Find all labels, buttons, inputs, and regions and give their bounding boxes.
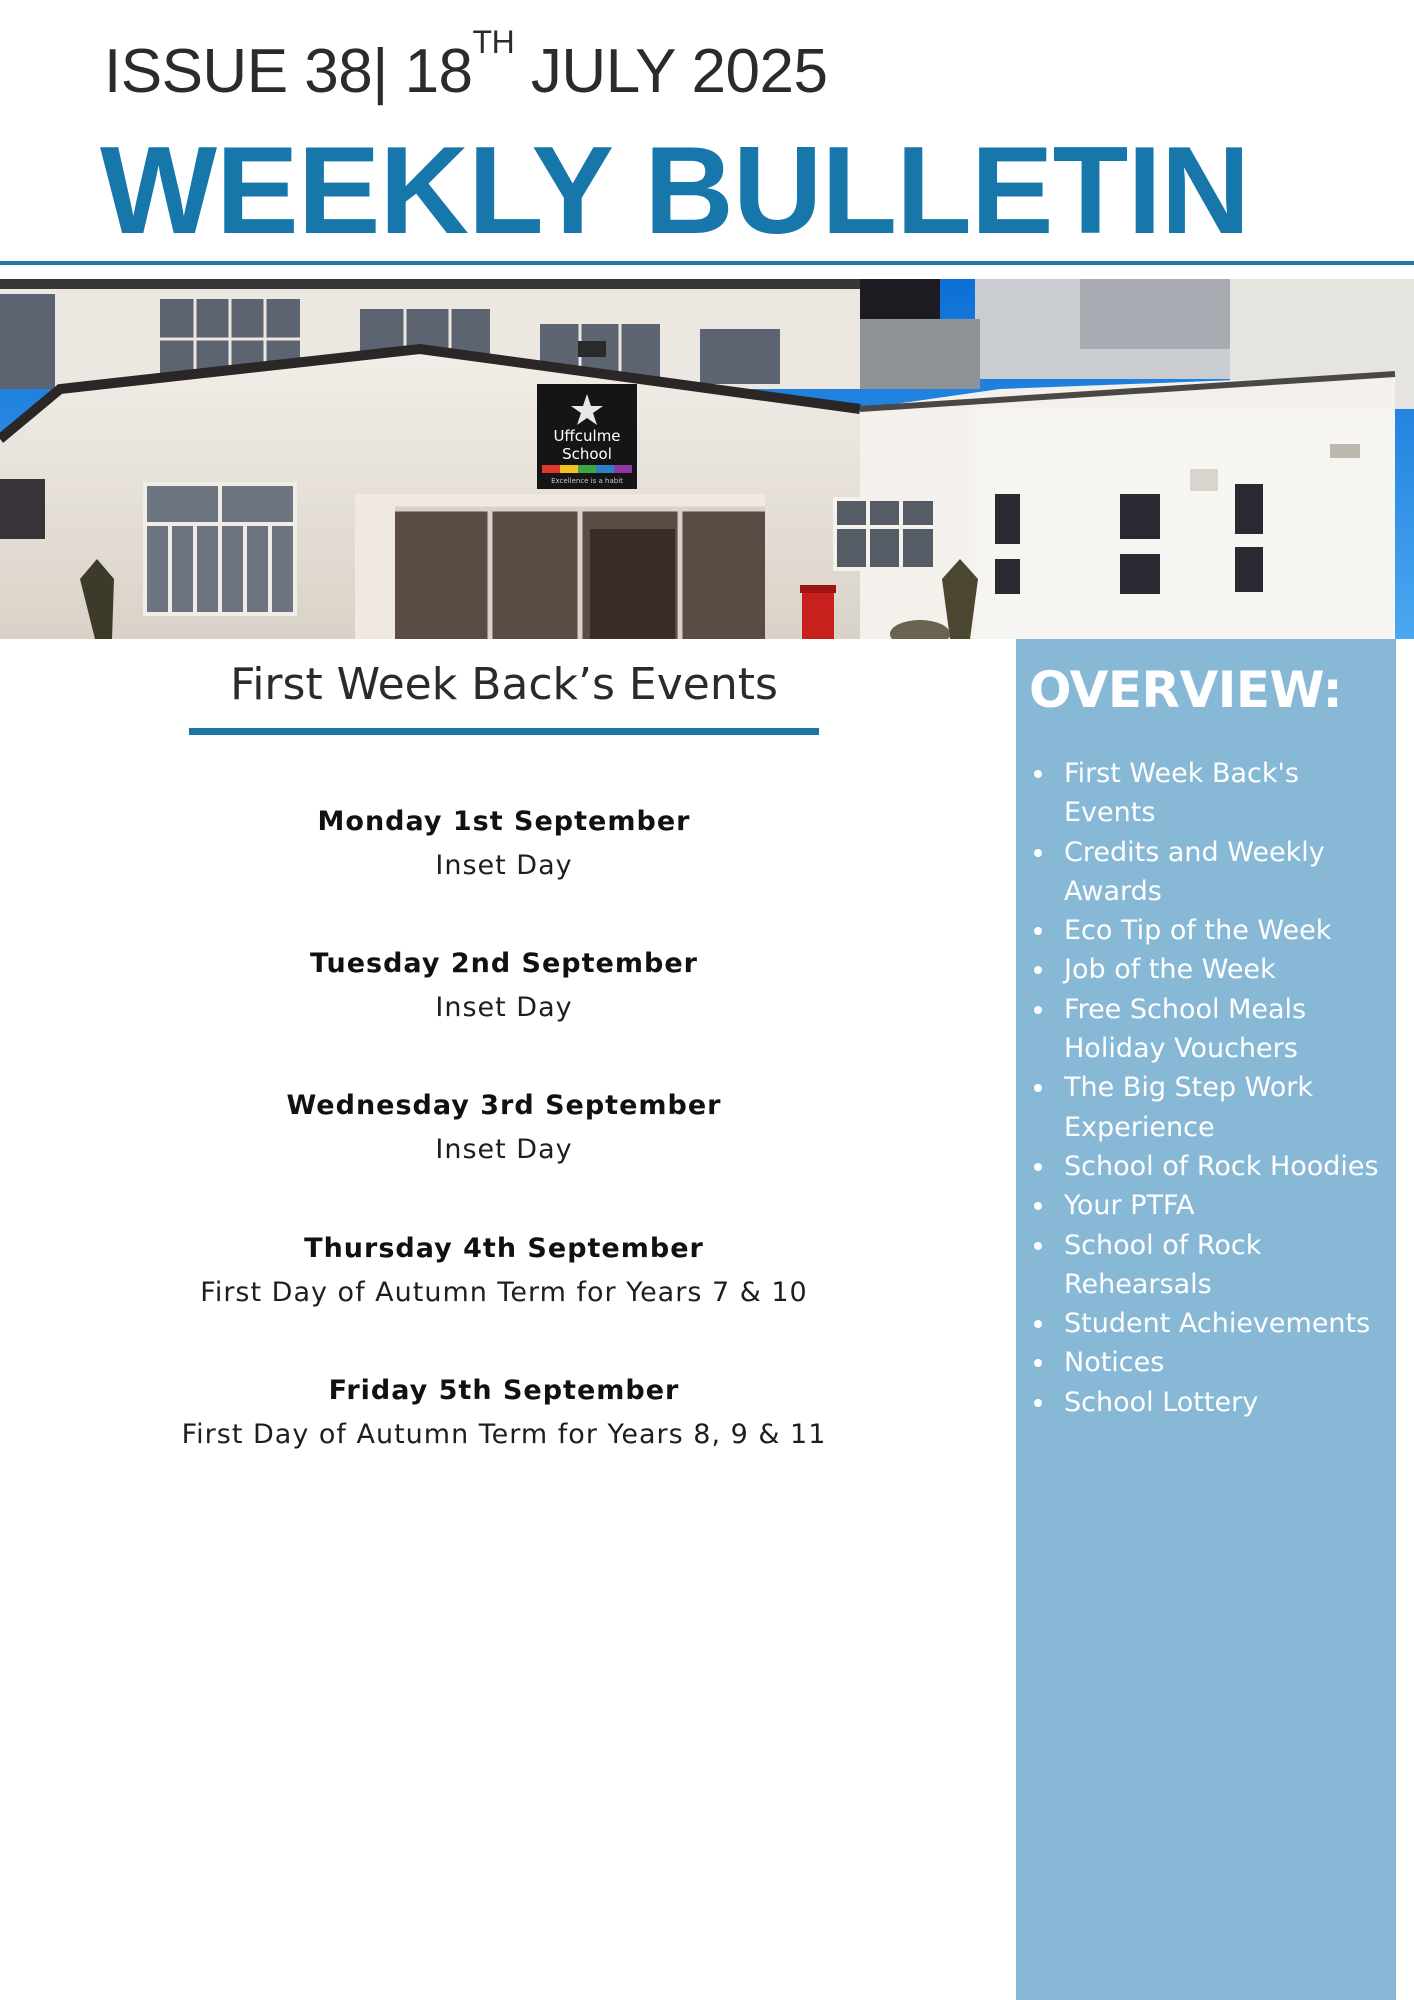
event-description: Inset Day: [435, 1134, 573, 1165]
event-item: [104, 1086, 904, 1174]
events-heading: First Week Back’s Events: [230, 659, 778, 710]
event-item: [104, 802, 904, 890]
event-item: [104, 944, 904, 1032]
overview-item: Notices: [1064, 1343, 1392, 1382]
overview-item: Eco Tip of the Week: [1064, 911, 1392, 950]
overview-item: School of Rock Rehearsals: [1064, 1226, 1392, 1305]
sign-name-line1: Uffculme: [553, 427, 621, 445]
event-date: Thursday 4th September: [304, 1233, 704, 1264]
issue-number: ISSUE 38| 18: [104, 37, 473, 106]
overview-item: Credits and Weekly Awards: [1064, 833, 1392, 912]
overview-title: OVERVIEW:: [1029, 661, 1343, 719]
event-date: Monday 1st September: [317, 806, 691, 837]
event-description: First Day of Autumn Term for Years 7 & 10: [200, 1277, 808, 1308]
event-description: First Day of Autumn Term for Years 8, 9 & 11: [181, 1419, 827, 1450]
issue-line: [104, 24, 828, 110]
sign-name-line2: School: [562, 445, 612, 463]
event-description: Inset Day: [435, 850, 573, 881]
event-item: [104, 1371, 904, 1459]
overview-item: Job of the Week: [1064, 950, 1392, 989]
issue-date-suffix: TH: [472, 24, 515, 60]
event-description: Inset Day: [435, 992, 573, 1023]
event-date: Tuesday 2nd September: [310, 948, 698, 979]
overview-item: Free School Meals Holiday Vouchers: [1064, 990, 1392, 1069]
overview-list: [1064, 754, 1392, 1422]
overview-item: School of Rock Hoodies: [1064, 1147, 1392, 1186]
overview-item: The Big Step Work Experience: [1064, 1068, 1392, 1147]
issue-date: JULY 2025: [514, 37, 828, 106]
overview-item: School Lottery: [1064, 1383, 1392, 1422]
overview-sidebar: [1016, 639, 1396, 2000]
event-item: [104, 1229, 904, 1317]
overview-item: Student Achievements: [1064, 1304, 1392, 1343]
overview-item: First Week Back's Events: [1064, 754, 1392, 833]
event-date: Friday 5th September: [328, 1375, 680, 1406]
masthead-divider: [0, 261, 1414, 265]
school-building-photo: [0, 279, 1414, 639]
events-heading-underline: [189, 728, 819, 735]
event-date: Wednesday 3rd September: [286, 1090, 722, 1121]
bulletin-title: WEEKLY BULLETIN: [100, 122, 1250, 260]
overview-item: Your PTFA: [1064, 1186, 1392, 1225]
sign-tagline: Excellence is a habit: [551, 477, 623, 485]
